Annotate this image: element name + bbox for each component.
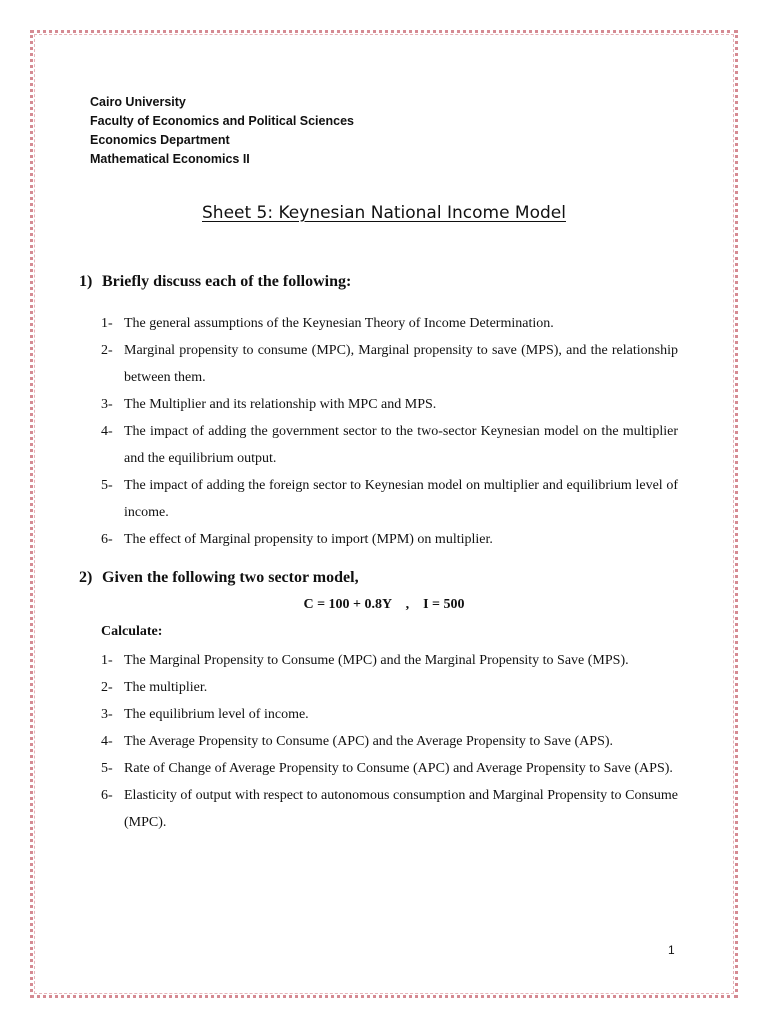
list-item [101,472,678,526]
section2-heading [79,569,359,587]
item-text: The equilibrium level of income. [124,707,309,722]
section2-list [101,647,678,836]
item-text: Marginal propensity to consume (MPC), Marginal propensity to save (MPS), and the relationship between them. [124,343,678,385]
section2-heading-text: Given the following two sector model, [102,569,359,586]
calculate-label: Calculate: [101,624,163,639]
item-text: The general assumptions of the Keynesian Theory of Income Determination. [124,316,554,331]
page-number: 1 [668,943,675,957]
item-text: The effect of Marginal propensity to import (MPM) on multiplier. [124,532,493,547]
item-number: 5- [101,478,113,493]
header-faculty: Faculty of Economics and Political Sciences [90,114,354,128]
item-number: 2- [101,343,113,358]
item-number: 3- [101,707,113,722]
item-text: The multiplier. [124,680,208,695]
item-number: 5- [101,761,113,776]
item-text: The Marginal Propensity to Consume (MPC) and the Marginal Propensity to Save (MPS). [124,653,629,668]
list-item [101,701,678,728]
item-text: The impact of adding the government sector to the two-sector Keynesian model on the multiplier and the equilibrium output. [124,424,678,466]
header-university: Cairo University [90,95,186,109]
item-text: The Multiplier and its relationship with MPC and MPS. [124,397,437,412]
list-item [101,728,678,755]
list-item [101,674,678,701]
list-item [101,526,678,553]
list-item [101,418,678,472]
item-number: 3- [101,397,113,412]
section2-number: 2) [79,569,93,586]
item-number: 4- [101,734,113,749]
item-text: The Average Propensity to Consume (APC) and the Average Propensity to Save (APS). [124,734,614,749]
section1-list [101,310,678,553]
model-equation: C = 100 + 0.8Y , I = 500 [303,597,465,612]
item-number: 2- [101,680,113,695]
list-item [101,337,678,391]
item-text: Rate of Change of Average Propensity to Consume (APC) and Average Propensity to Save (APS). [124,761,673,776]
list-item [101,391,678,418]
page-title [0,203,768,223]
item-number: 6- [101,532,113,547]
section1-number: 1) [79,273,93,290]
list-item [101,755,678,782]
list-item [101,782,678,836]
page-title-text: Sheet 5: Keynesian National Income Model [202,203,566,223]
item-text: Elasticity of output with respect to autonomous consumption and Marginal Propensity to Consume (MPC). [124,788,678,830]
header-course: Mathematical Economics II [90,152,250,166]
document-header [90,93,354,169]
section1-heading-text: Briefly discuss each of the following: [102,273,352,290]
list-item [101,310,678,337]
item-number: 1- [101,653,113,668]
section1-heading [79,273,351,291]
item-number: 6- [101,788,113,803]
item-text: The impact of adding the foreign sector to Keynesian model on multiplier and equilibrium level of income. [124,478,678,520]
item-number: 4- [101,424,113,439]
item-number: 1- [101,316,113,331]
header-department: Economics Department [90,133,230,147]
list-item [101,647,678,674]
